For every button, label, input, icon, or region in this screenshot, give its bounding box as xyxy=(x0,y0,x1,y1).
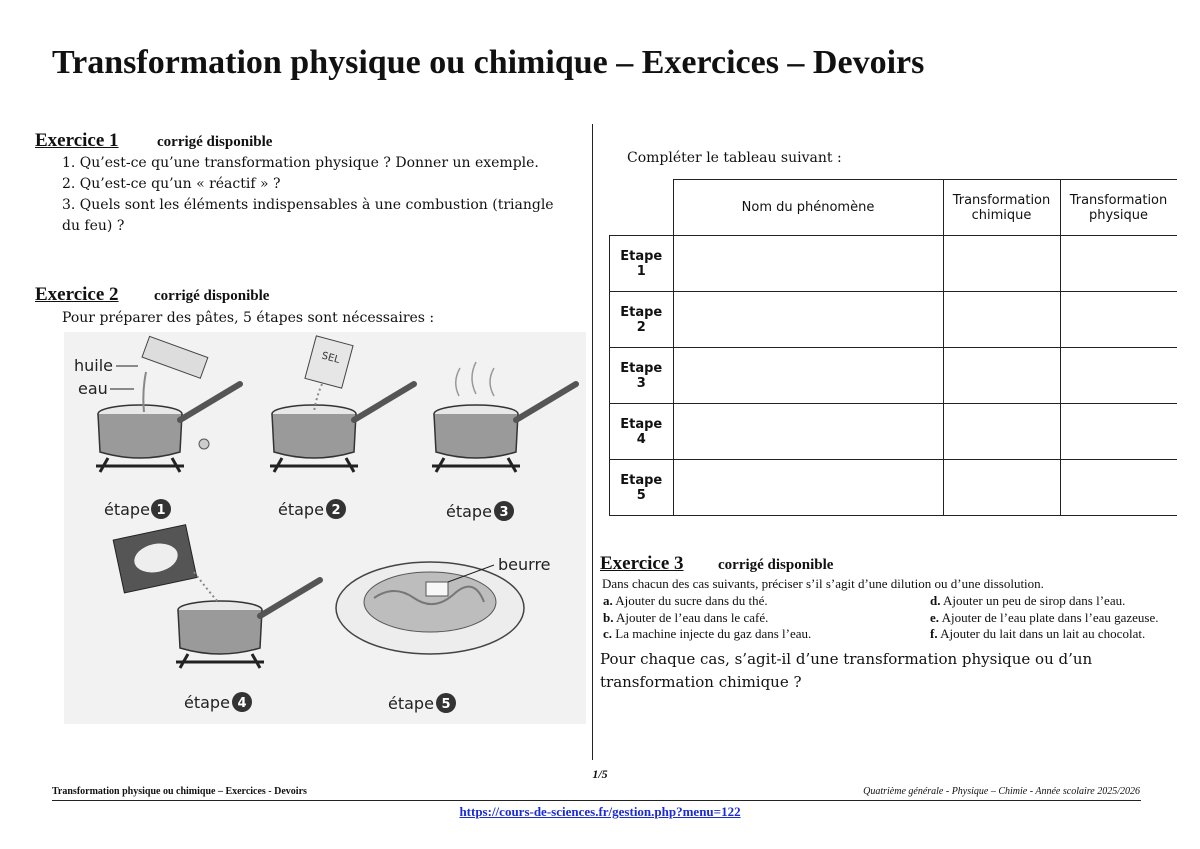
row-label-etape-3: Etape 3 xyxy=(610,348,674,404)
header-transformation-chimique: Transformation chimique xyxy=(943,180,1060,236)
table-row xyxy=(610,236,1177,292)
footer-left: Transformation physique ou chimique – Exercices - Devoirs xyxy=(52,786,307,797)
case-item: a. Ajouter du sucre dans du thé. xyxy=(603,593,768,608)
table-corner-cell xyxy=(610,180,674,236)
exercice-2-badge: corrigé disponible xyxy=(154,288,270,304)
cell-physique-etape-2[interactable] xyxy=(1060,292,1177,348)
table-row xyxy=(610,404,1177,460)
exercice-1-heading: Exercice 1 xyxy=(35,130,119,151)
cell-chimique-etape-2[interactable] xyxy=(943,292,1060,348)
header-nom-du-phenomene: Nom du phénomène xyxy=(673,180,943,236)
footer-right: Quatrième générale - Physique – Chimie - Année scolaire 2025/2026 xyxy=(863,786,1140,797)
exercice-1-question: 3. Quels sont les éléments indispensables à une combustion (triangle du feu) ? xyxy=(62,197,554,234)
case-item: d. Ajouter un peu de sirop dans l’eau. xyxy=(930,593,1126,608)
exercice-3-intro: Dans chacun des cas suivants, préciser s’il s’agit d’une dilution ou d’une dissolution. xyxy=(602,576,1044,591)
svg-text:étape: étape xyxy=(446,502,492,521)
row-label-etape-5: Etape 5 xyxy=(610,460,674,516)
svg-text:étape: étape xyxy=(104,500,150,519)
header-transformation-physique: Transformation physique xyxy=(1060,180,1177,236)
cell-nom-etape-4[interactable] xyxy=(673,404,943,460)
column-divider xyxy=(592,124,593,760)
cell-physique-etape-3[interactable] xyxy=(1060,348,1177,404)
svg-text:2: 2 xyxy=(331,503,341,518)
page-title: Transformation physique ou chimique – Exercices – Devoirs xyxy=(52,44,925,81)
svg-text:3: 3 xyxy=(499,505,509,520)
svg-text:étape: étape xyxy=(278,500,324,519)
phenomena-table xyxy=(609,179,1177,516)
step-label-3 xyxy=(446,501,514,521)
exercice-3-cases-right xyxy=(930,593,1159,643)
table-header-row xyxy=(610,180,1177,236)
cell-nom-etape-5[interactable] xyxy=(673,460,943,516)
label-huile: huile xyxy=(74,356,114,375)
exercice-3-question: Pour chaque cas, s’agit-il d’une transformation physique ou d’un transformation chimique ? xyxy=(600,650,1093,691)
cell-chimique-etape-5[interactable] xyxy=(943,460,1060,516)
row-label-etape-1: Etape 1 xyxy=(610,236,674,292)
footer-rule xyxy=(52,800,1141,801)
table-row xyxy=(610,460,1177,516)
exercice-2-heading: Exercice 2 xyxy=(35,284,119,305)
svg-text:4: 4 xyxy=(237,696,247,711)
cell-nom-etape-2[interactable] xyxy=(673,292,943,348)
svg-text:1: 1 xyxy=(156,503,166,518)
exercice-3-heading: Exercice 3 xyxy=(600,553,684,574)
exercice-3-badge: corrigé disponible xyxy=(718,557,834,573)
cell-physique-etape-1[interactable] xyxy=(1060,236,1177,292)
cell-chimique-etape-3[interactable] xyxy=(943,348,1060,404)
label-eau: eau xyxy=(78,379,108,398)
label-sel: SEL xyxy=(320,350,341,366)
table-instruction: Compléter le tableau suivant : xyxy=(627,150,842,166)
row-label-etape-2: Etape 2 xyxy=(610,292,674,348)
exercice-1-question: 2. Qu’est-ce qu’un « réactif » ? xyxy=(62,176,281,192)
exercice-3-cases-left xyxy=(603,593,811,643)
cell-chimique-etape-4[interactable] xyxy=(943,404,1060,460)
source-link[interactable]: https://cours-de-sciences.fr/gestion.php?menu=122 xyxy=(459,804,741,819)
step-label-4 xyxy=(184,692,252,712)
cell-physique-etape-5[interactable] xyxy=(1060,460,1177,516)
exercice-1-question: 1. Qu’est-ce qu’une transformation physique ? Donner un exemple. xyxy=(62,155,539,171)
svg-text:5: 5 xyxy=(441,697,451,712)
cell-nom-etape-1[interactable] xyxy=(673,236,943,292)
step-label-2 xyxy=(278,499,346,519)
step-5-plate xyxy=(336,562,524,654)
pasta-steps-illustration xyxy=(64,332,586,724)
page-number: 1/5 xyxy=(592,767,608,781)
label-beurre: beurre xyxy=(498,555,551,574)
cell-nom-etape-3[interactable] xyxy=(673,348,943,404)
table-row xyxy=(610,348,1177,404)
case-item: e. Ajouter de l’eau plate dans l’eau gazeuse. xyxy=(930,609,1159,625)
step-label-1 xyxy=(104,499,171,519)
cell-chimique-etape-1[interactable] xyxy=(943,236,1060,292)
exercice-1-badge: corrigé disponible xyxy=(157,134,273,150)
exercice-2-intro: Pour préparer des pâtes, 5 étapes sont nécessaires : xyxy=(62,310,435,326)
svg-text:étape: étape xyxy=(184,693,230,712)
row-label-etape-4: Etape 4 xyxy=(610,404,674,460)
svg-text:étape: étape xyxy=(388,694,434,713)
cell-physique-etape-4[interactable] xyxy=(1060,404,1177,460)
case-item: c. La machine injecte du gaz dans l’eau. xyxy=(603,626,812,641)
case-item: f. Ajouter du lait dans un lait au chocolat. xyxy=(930,626,1146,641)
exercice-1-questions xyxy=(62,153,572,237)
table-row xyxy=(610,292,1177,348)
step-label-5 xyxy=(388,693,456,713)
case-item: b. Ajouter de l’eau dans le café. xyxy=(603,609,769,625)
